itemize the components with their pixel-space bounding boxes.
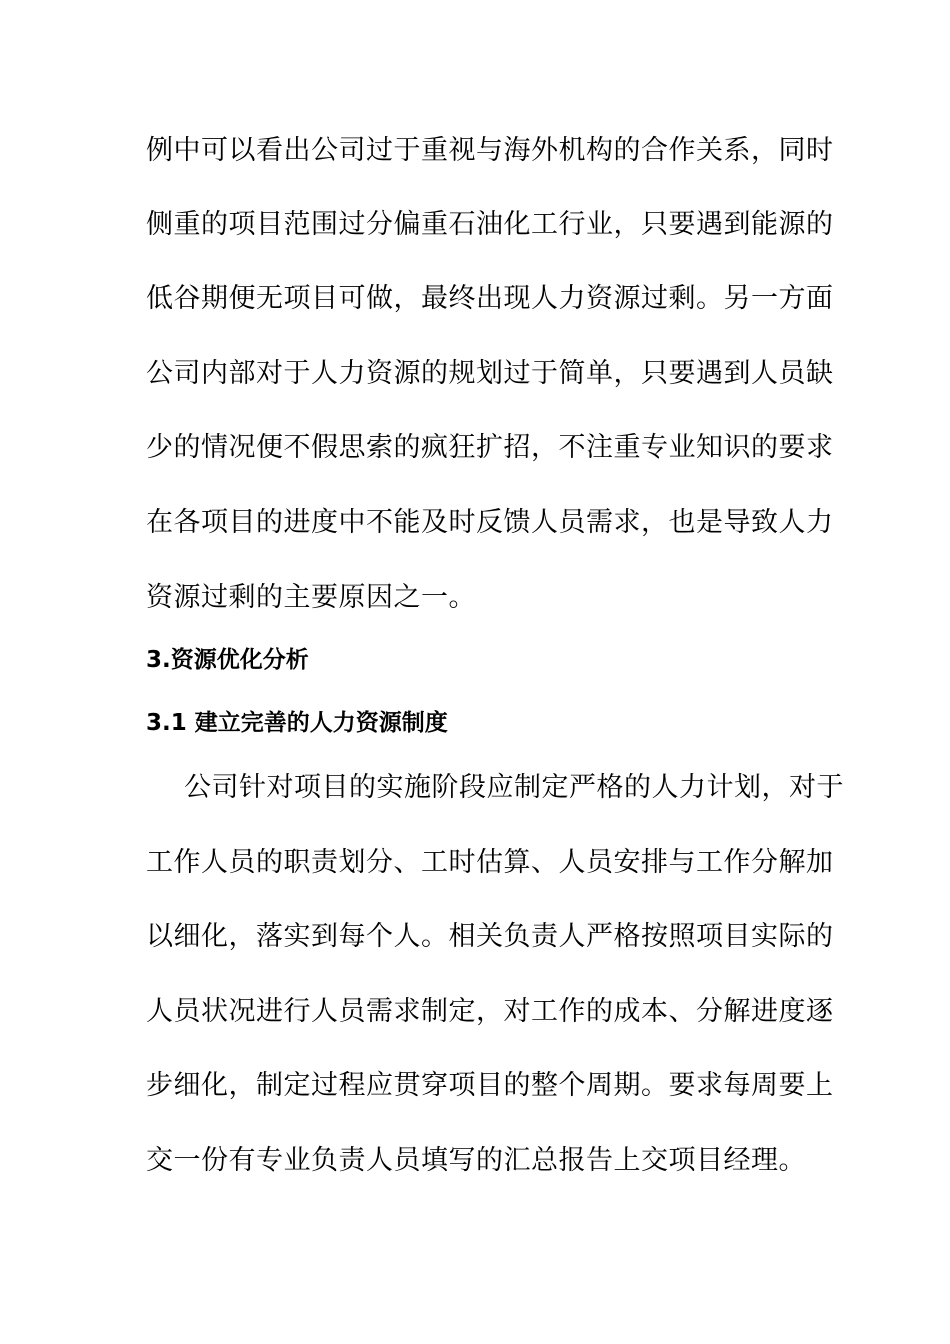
paragraph-2-line-2: 工作人员的职责划分、工时估算、人员安排与工作分解加: [146, 847, 834, 878]
paragraph-1-line-1: 例中可以看出公司过于重视与海外机构的合作关系，同时: [146, 135, 834, 166]
subsection-heading: 3.1 建立完善的人力资源制度: [146, 710, 448, 736]
paragraph-1-line-4: 公司内部对于人力资源的规划过于简单，只要遇到人员缺: [146, 358, 834, 389]
paragraph-1-line-2: 侧重的项目范围过分偏重石油化工行业，只要遇到能源的: [146, 209, 834, 240]
paragraph-1-line-3: 低谷期便无项目可做，最终出现人力资源过剩。另一方面: [146, 283, 834, 314]
paragraph-2-line-1: 公司针对项目的实施阶段应制定严格的人力计划，对于: [184, 772, 844, 803]
section-heading: 3.资源优化分析: [146, 647, 309, 673]
paragraph-2-line-5: 步细化，制定过程应贯穿项目的整个周期。要求每周要上: [146, 1070, 834, 1101]
paragraph-2-line-6: 交一份有专业负责人员填写的汇总报告上交项目经理。: [146, 1145, 806, 1176]
paragraph-1-line-6: 在各项目的进度中不能及时反馈人员需求，也是导致人力: [146, 507, 834, 538]
paragraph-1-line-5: 少的情况便不假思索的疯狂扩招，不注重专业知识的要求: [146, 432, 834, 463]
paragraph-1-line-7: 资源过剩的主要原因之一。: [146, 582, 476, 613]
paragraph-2-line-4: 人员状况进行人员需求制定，对工作的成本、分解进度逐: [146, 996, 834, 1027]
paragraph-2-line-3: 以细化，落实到每个人。相关负责人严格按照项目实际的: [146, 921, 834, 952]
